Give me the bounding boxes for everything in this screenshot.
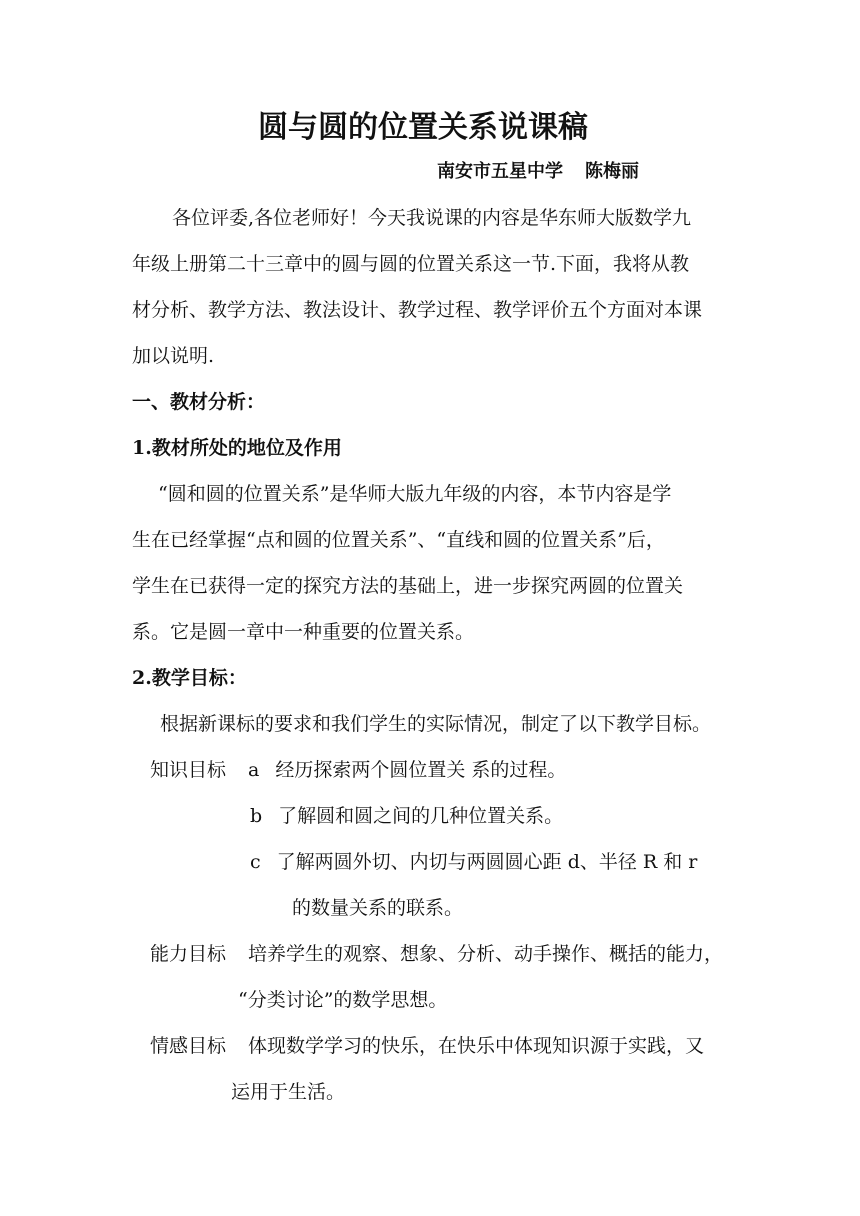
item-marker: b <box>250 805 263 827</box>
body-line: 生在已经掌握“点和圆的位置关系”、“直线和圆的位置关系”后， <box>132 529 665 551</box>
knowledge-goal-a: 知识目标 a 经历探索两个圆位置关 系的过程。 <box>150 759 567 781</box>
knowledge-goal-c: c 了解两圆外切、内切与两圆圆心距 d、半径 R 和 r <box>250 851 698 873</box>
ability-goal: 能力目标 培养学生的观察、想象、分析、动手操作、概括的能力， <box>150 943 724 965</box>
knowledge-goal-c-continued: 的数量关系的联系。 <box>292 897 464 919</box>
goals-intro: 根据新课标的要求和我们学生的实际情况，制定了以下教学目标。 <box>160 713 712 735</box>
body-line: 系。它是圆一章中一种重要的位置关系。 <box>132 621 475 643</box>
emotion-goal: 情感目标 体现数学学习的快乐，在快乐中体现知识源于实践，又 <box>150 1035 705 1057</box>
ability-goal-continued: “分类讨论”的数学思想。 <box>238 989 448 1011</box>
intro-line: 材分析、教学方法、教法设计、教学过程、教学评价五个方面对本课 <box>132 299 703 321</box>
section-heading: 一、教材分析： <box>132 391 266 413</box>
intro-line: 各位评委,各位老师好！今天我说课的内容是华东师大版数学九 <box>172 207 692 229</box>
school-name: 南安市五星中学 <box>437 161 563 182</box>
body-line: 学生在已获得一定的探究方法的基础上，进一步探究两圆的位置关 <box>132 575 684 597</box>
author-line <box>437 160 639 184</box>
subsection-heading: 2.教学目标： <box>132 667 247 689</box>
intro-line: 年级上册第二十三章中的圆与圆的位置关系这一节.下面，我将从教 <box>132 253 690 275</box>
author-name: 陈梅丽 <box>585 161 639 182</box>
goal-label: 能力目标 <box>150 943 227 965</box>
intro-line: 加以说明. <box>132 345 215 367</box>
item-marker: a <box>248 759 260 781</box>
goal-label: 情感目标 <box>150 1035 227 1057</box>
goal-label: 知识目标 <box>150 759 227 781</box>
body-line: “圆和圆的位置关系”是华师大版九年级的内容，本节内容是学 <box>158 483 672 505</box>
document-title: 圆与圆的位置关系说课稿 <box>258 110 588 145</box>
emotion-goal-continued: 运用于生活。 <box>231 1081 346 1103</box>
item-marker: c <box>250 851 261 873</box>
subsection-heading: 1.教材所处的地位及作用 <box>132 437 342 459</box>
knowledge-goal-b: b 了解圆和圆之间的几种位置关系。 <box>250 805 564 827</box>
